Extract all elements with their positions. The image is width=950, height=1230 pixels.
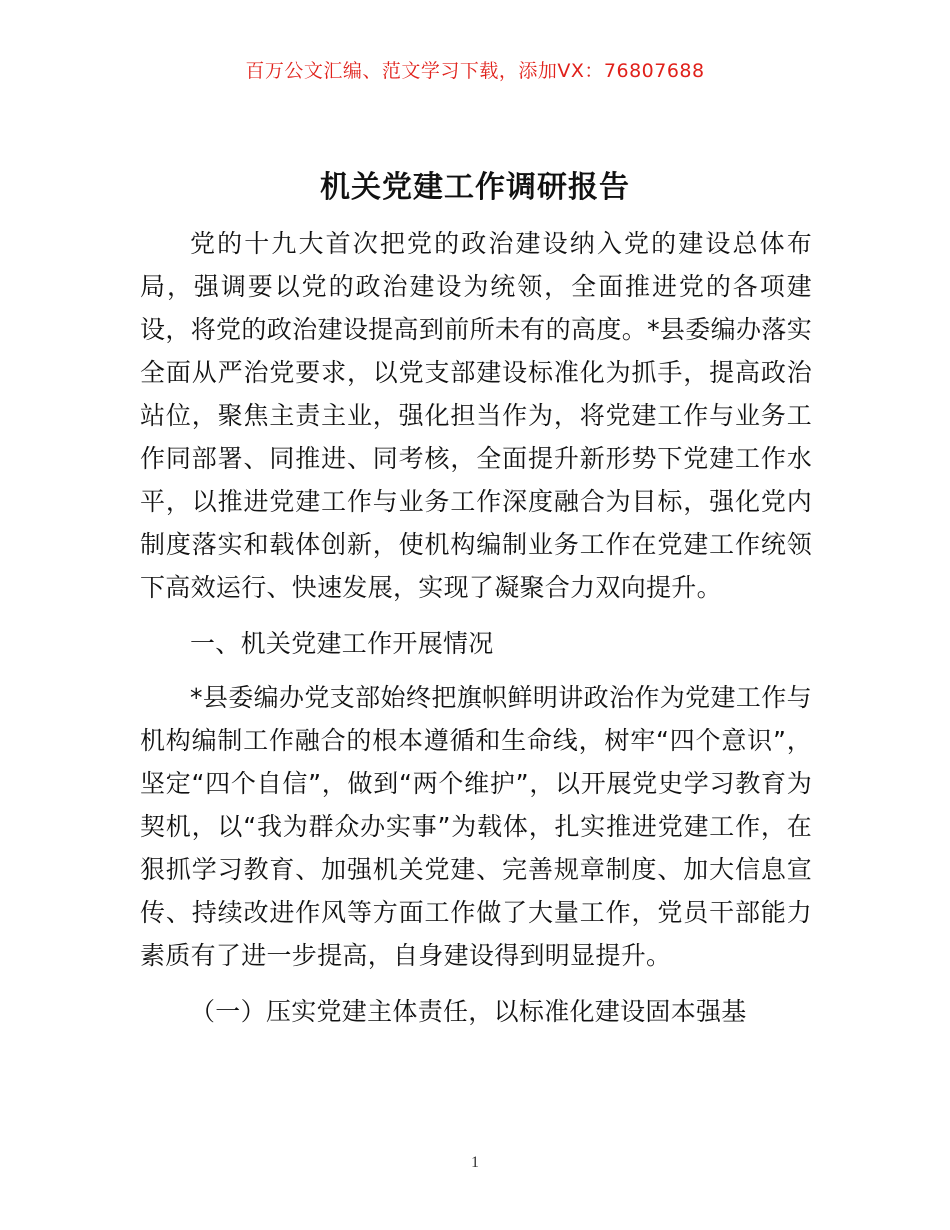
page-number: 1 bbox=[471, 1154, 479, 1171]
header-banner: 百万公文汇编、范文学习下载，添加VX：76807688 bbox=[245, 60, 705, 82]
subsection-heading-1: （一）压实党建主体责任，以标准化建设固本强基 bbox=[190, 997, 747, 1026]
body-paragraph-intro: 党的十九大首次把党的政治建设纳入党的建设总体布局，强调要以党的政治建设为统领，全面推进党的各项建设，将党的政治建设提高到前所未有的高度。*县委编办落实全面从严治党要求，以党支部建设标准化为抓手，提高政治站位，聚焦主责主业，强化担当作为，将党建工作与业务工作同部署、同推进、同考核，全面提升新形势下党建工作水平，以推进党建工作与业务工作深度融合为目标，强化党内制度落实和载体创新，使机构编制业务工作在党建工作统领下高效运行、快速发展，实现了凝聚合力双向提升。 bbox=[140, 229, 812, 602]
section-heading-1: 一、机关党建工作开展情况 bbox=[190, 629, 494, 658]
document-title: 机关党建工作调研报告 bbox=[320, 170, 630, 205]
body-paragraph-section-1: *县委编办党支部始终把旗帜鲜明讲政治作为党建工作与机构编制工作融合的根本遵循和生命线，树牢“四个意识”，坚定“四个自信”，做到“两个维护”，以开展党史学习教育为契机，以“我为群众办实事”为载体，扎实推进党建工作，在狠抓学习教育、加强机关党建、完善规章制度、加大信息宣传、持续改进作风等方面工作做了大量工作，党员干部能力素质有了进一步提高，自身建设得到明显提升。 bbox=[140, 683, 812, 970]
